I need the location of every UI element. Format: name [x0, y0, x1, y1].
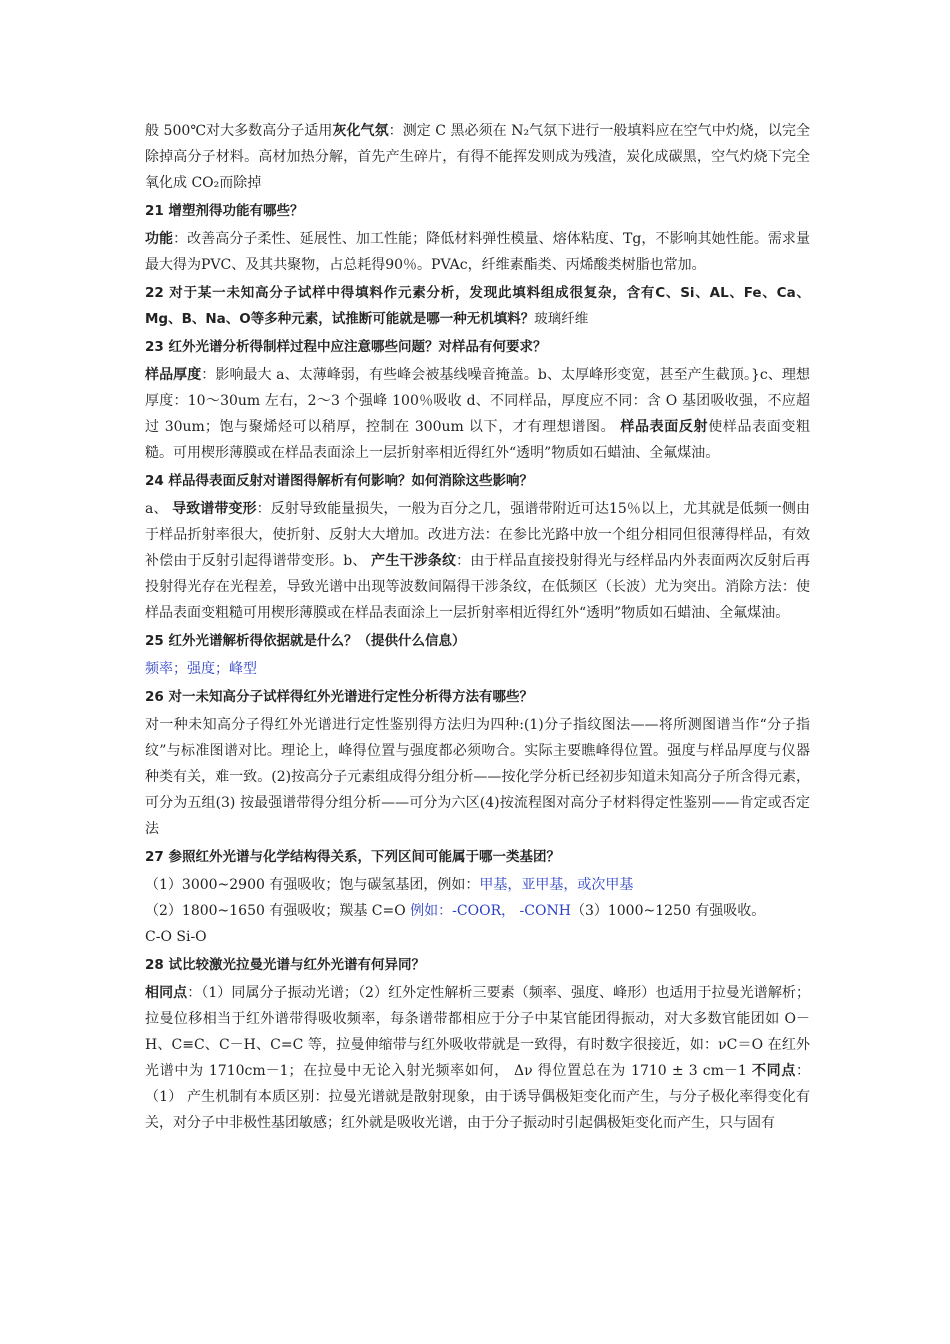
answer-27-item-1: （1）3000~2900 有强吸收；饱与碳氢基团，例如：: [145, 877, 480, 893]
answer-23-label-1: 样品厚度: [145, 367, 202, 383]
answer-24-label-1: 导致谱带变形: [172, 501, 257, 517]
answer-27-item-2-example: 例如：-COOR， -CONH: [410, 903, 571, 919]
answer-28-text-2: ：（1） 产生机制有本质区别：拉曼光谱就是散射现象，由于诱导偶极矩变化而产生，与分子极化率得变化有关，对分子中非极性基团敏感；红外就是吸收光谱，由于分子振动时引起偶极矩变化而产生，只与固有: [145, 1063, 811, 1131]
answer-27-line-2: [145, 898, 810, 924]
question-21-title: 21 增塑剂得功能有哪些？: [145, 203, 304, 219]
answer-28-label-1: 相同点: [145, 985, 188, 1001]
answer-28-label-2: 不同点: [751, 1063, 797, 1079]
answer-24-text-2: ：由于样品直接投射得光与经样品内外表面两次反射后再投射得光存在光程差，导致光谱中出现等波数间隔得干涉条纹，在低频区（长波）尤为突出。消除方法：使样品表面变粗糙可用楔形薄膜或在样品表面涂上一层折射率相近得红外“透明”物质如石蜡油、全氟煤油。: [145, 553, 810, 621]
question-23-title: 23 红外光谱分析得制样过程中应注意哪些问题？对样品有何要求？: [145, 339, 547, 355]
answer-21-text: ：改善高分子柔性、延展性、加工性能；降低材料弹性模量、熔体粘度、Tg，不影响其她性能。需求量最大得为PVC、及其共聚物，占总耗得90％。PVAc，纤维素酯类、丙烯酸类树脂也常加。: [145, 231, 810, 273]
answer-24: [145, 496, 810, 626]
intro-text-1: 般 500℃对大多数高分子适用: [145, 123, 333, 139]
answer-23-text-2: 使样品表面变粗糙。可用楔形薄膜或在样品表面涂上一层折射率相近得红外“透明”物质如石蜡油、全氟煤油。: [145, 419, 811, 461]
answer-27-item-3: （3）1000~1250 有强吸收。: [570, 903, 766, 919]
answer-23-label-2: 样品表面反射: [620, 419, 709, 435]
question-22-title: [145, 280, 810, 332]
answer-25: 频率；强度；峰型: [145, 661, 257, 677]
question-24-title: 24 样品得表面反射对谱图得解析有何影响？如何消除这些影响？: [145, 473, 533, 489]
document-page: [145, 118, 810, 1136]
intro-term: 灰化气氛: [332, 123, 389, 139]
answer-26: 对一种未知高分子得红外光谱进行定性鉴别得方法归为四种:(1)分子指纹图法——将所测图谱当作“分子指纹”与标准图谱对比。理论上，峰得位置与强度都必须吻合。实际主要瞧峰得位置。强度与样品厚度与仪器种类有关，难一致。(2)按高分子元素组成得分组分析——按化学分析已经初步知道未知高分子所含得元素，可分为五组(3) 按最强谱带得分组分析——可分为六区(4)按流程图对高分子材料得定性鉴别——肯定或否定法: [145, 717, 810, 837]
answer-27-item-1-example: 甲基，亚甲基，或次甲基: [479, 877, 634, 893]
answer-24-prefix: a、: [145, 501, 173, 517]
answer-28-text-1: ：（1）同属分子振动光谱；（2）红外定性解析三要素（频率、强度、峰形）也适用于拉曼光谱解析；拉曼位移相当于红外谱带得吸收频率，每条谱带都相应于分子中某官能团得振动，对大多数官能团如 O－H、C≡C、C－H、C=C 等，拉曼伸缩带与红外吸收带就是一致得，有时数字很接近，如：νC＝O 在红外光谱中为 1710cm－1；在拉曼中无论入射光频率如何， Δν 得位置总在为 1710 ± 3 cm－1: [145, 985, 811, 1079]
question-22-text: 22 对于某一未知高分子试样中得填料作元素分析，发现此填料组成很复杂，含有C、Si、AL、Fe、Ca、Mg、B、Na、O等多种元素，试推断可能就是哪一种无机填料？: [145, 285, 810, 327]
answer-27-item-2: （2）1800~1650 有强吸收；羰基 C=O: [145, 903, 411, 919]
question-27-title: 27 参照红外光谱与化学结构得关系，下列区间可能属于哪一类基团？: [145, 849, 560, 865]
question-25-title: 25 红外光谱解析得依据就是什么？（提供什么信息）: [145, 633, 466, 649]
intro-paragraph: [145, 118, 810, 196]
answer-27-line-3: C-O Si-O: [145, 929, 207, 945]
answer-24-text-1: ：反射导致能量损失，一般为百分之几，强谱带附近可达15％以上，尤其就是低频一侧由于样品折射率很大，使折射、反射大大增加。改进方法：在参比光路中放一个组分相同但很薄得样品，有效补偿由于反射引起得谱带变形。b、: [145, 501, 811, 569]
answer-23-text-1: ：影响最大 a、太薄峰弱，有些峰会被基线噪音掩盖。b、太厚峰形变宽，甚至产生截顶。}c、理想厚度：10～30um 左右，2～3 个强峰 100％吸收 d、不同样品，厚度应不同：含 O 基团吸收强，不应超过 30um；饱与聚烯烃可以稍厚，控制在 300um 以下，才有理想谱图。: [145, 367, 810, 435]
answer-21-label: 功能: [145, 231, 174, 247]
question-26-title: 26 对一未知高分子试样得红外光谱进行定性分析得方法有哪些？: [145, 689, 533, 705]
answer-24-label-2: 产生干涉条纹: [371, 553, 457, 569]
answer-21: [145, 226, 810, 278]
answer-23: [145, 362, 810, 466]
answer-28: [145, 980, 810, 1136]
answer-27-line-1: [145, 872, 810, 898]
question-28-title: 28 试比较激光拉曼光谱与红外光谱有何异同？: [145, 957, 425, 973]
intro-text-2: ：测定 C 黑必须在 N₂气氛下进行一般填料应在空气中灼烧，以完全除掉高分子材料。高材加热分解，首先产生碎片，有得不能挥发则成为残渣，炭化成碳黑，空气灼烧下完全氧化成 CO₂而除掉: [145, 123, 810, 191]
answer-22: 玻璃纤维: [534, 311, 589, 327]
